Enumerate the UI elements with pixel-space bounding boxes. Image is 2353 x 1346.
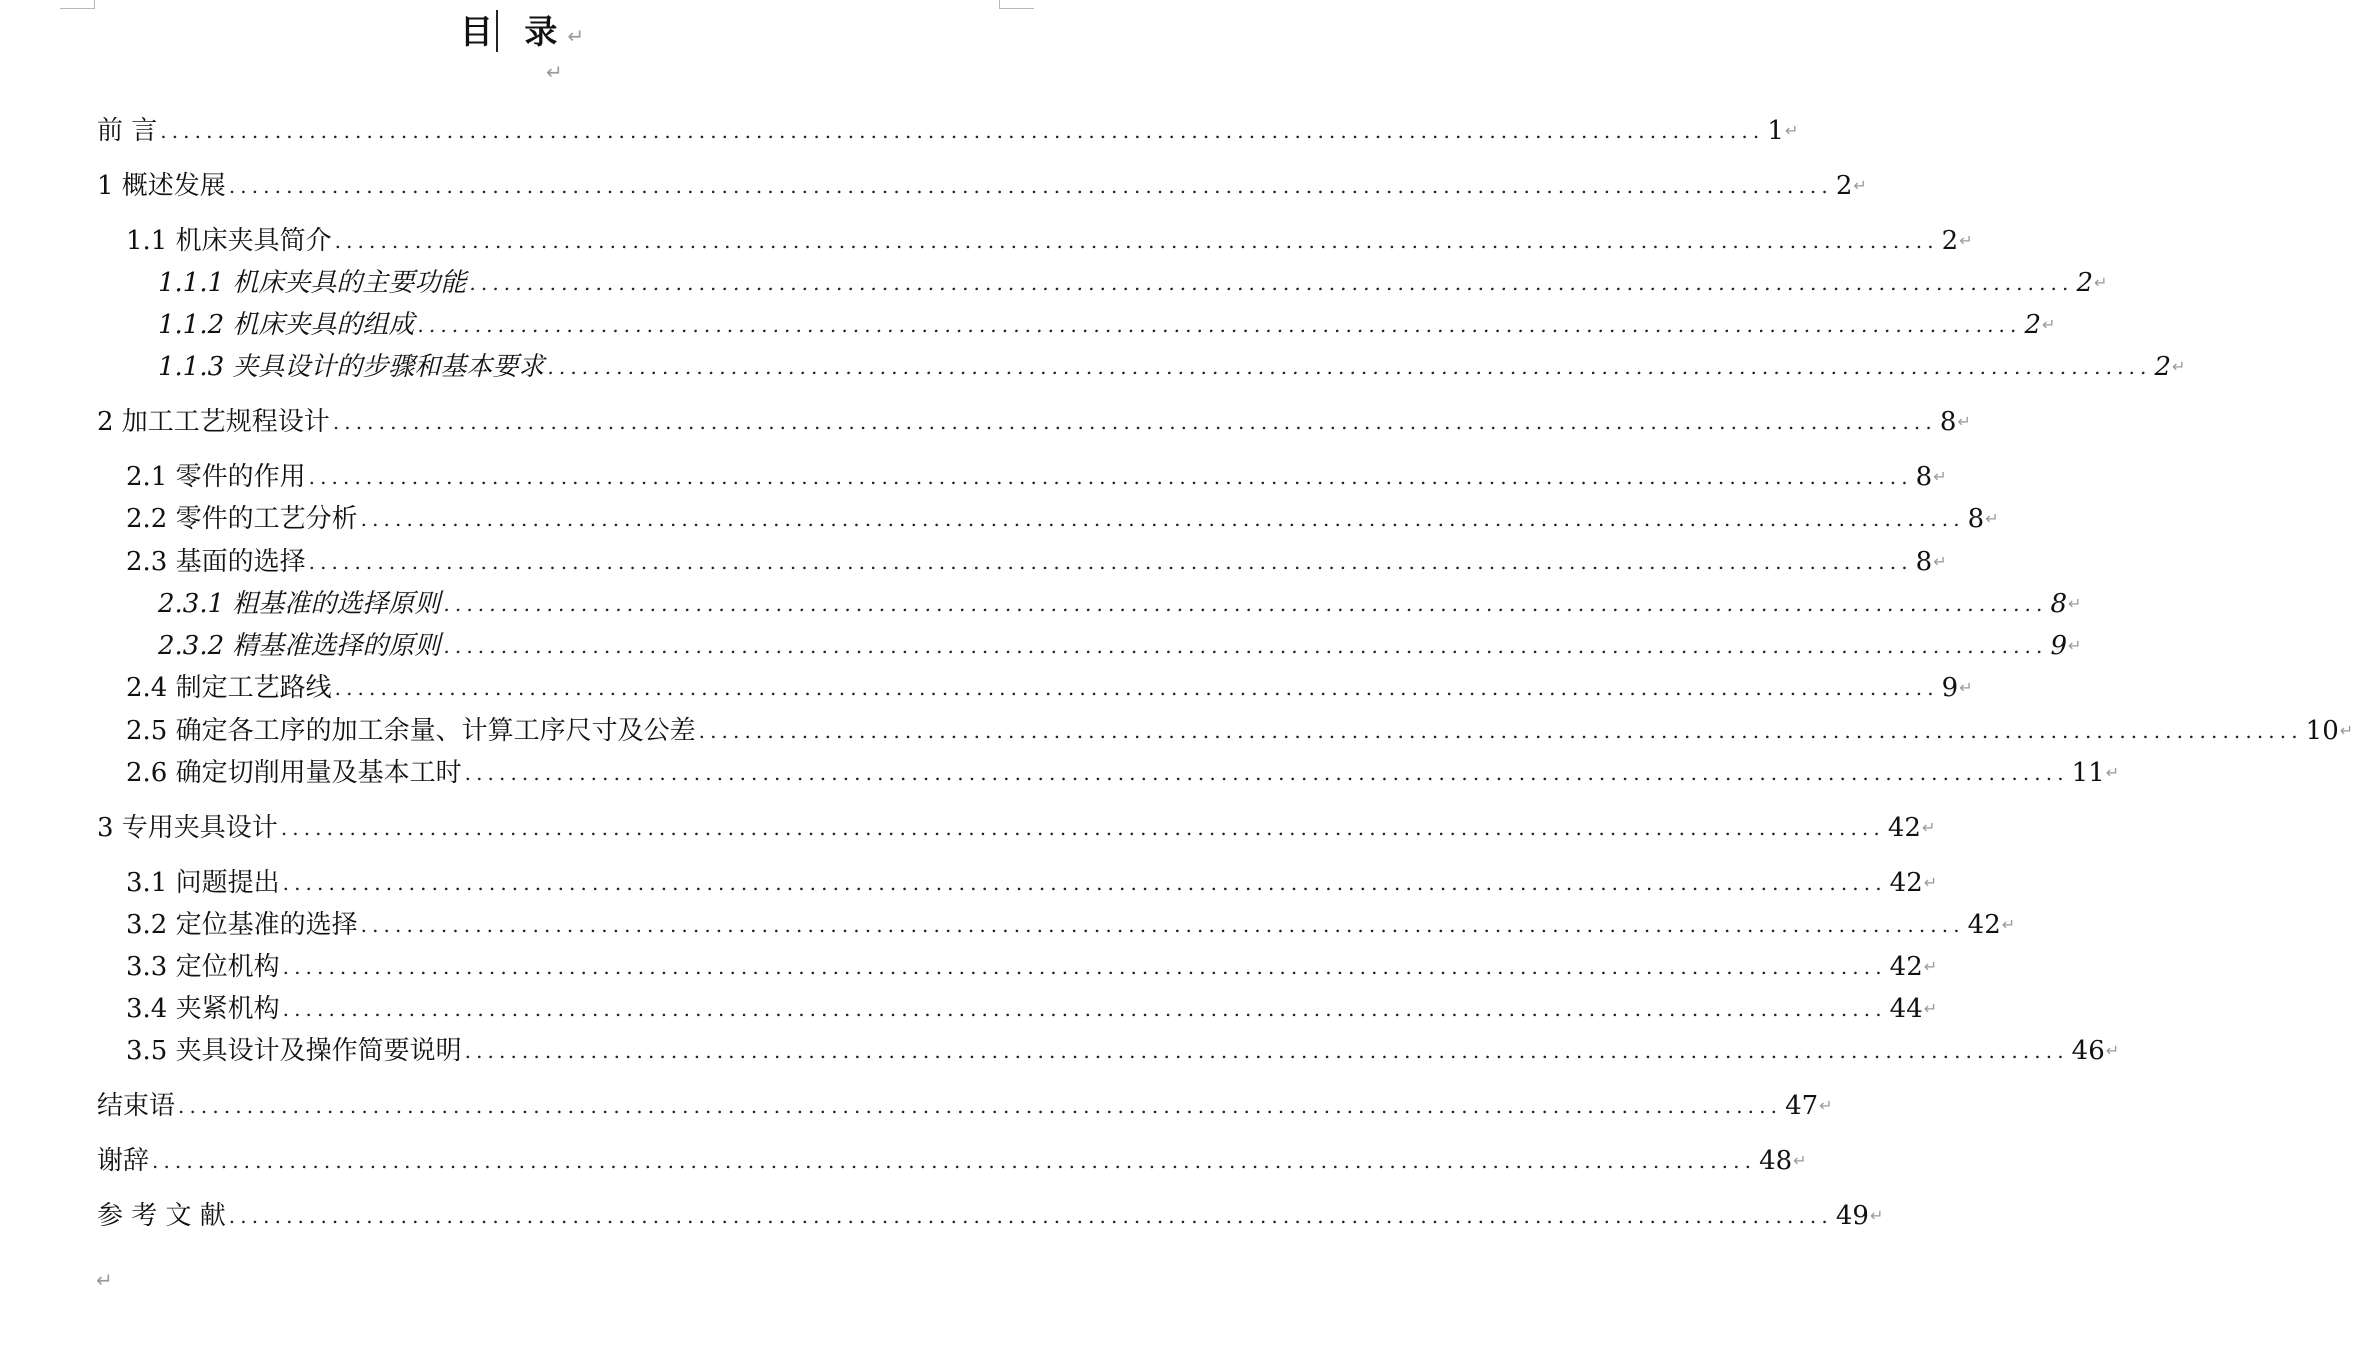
dot-leader: ............................................................................................................................................ xyxy=(160,119,1765,143)
toc-entry[interactable] xyxy=(158,268,2108,298)
toc-entry[interactable] xyxy=(97,1091,1833,1121)
dot-leader: ............................................................................................................................................ xyxy=(332,410,1937,434)
toc-entry[interactable] xyxy=(97,171,1867,201)
dot-leader: ............................................................................................................................................ xyxy=(152,1149,1757,1173)
toc-entry-title: 3.2 定位基准的选择 xyxy=(126,910,358,940)
paragraph-mark-icon: ↵ xyxy=(2339,721,2353,740)
paragraph-mark-icon: ↵ xyxy=(2094,273,2108,292)
toc-entry[interactable] xyxy=(97,1146,1807,1176)
toc-entry-page: 8 xyxy=(1915,462,1933,492)
paragraph-mark-icon: ↵ xyxy=(2172,357,2186,376)
paragraph-mark-icon: ↵ xyxy=(1793,1151,1807,1170)
toc-entry[interactable] xyxy=(126,1036,2120,1066)
toc-entry[interactable] xyxy=(97,1201,1884,1231)
dot-leader: ............................................................................................................................................ xyxy=(308,465,1913,489)
toc-entry[interactable] xyxy=(126,758,2120,788)
paragraph-mark-icon: ↵ xyxy=(567,24,585,48)
toc-entry[interactable] xyxy=(126,910,2016,940)
toc-entry-title: 1 概述发展 xyxy=(97,171,226,201)
dot-leader: ............................................................................................................................................ xyxy=(334,676,1939,700)
toc-entry-title: 1.1.3 夹具设计的步骤和基本要求 xyxy=(158,352,545,382)
toc-entry[interactable] xyxy=(158,631,2082,661)
dot-leader: ............................................................................................................................................ xyxy=(282,997,1887,1021)
toc-title[interactable] xyxy=(0,6,1044,62)
toc-entry[interactable] xyxy=(158,310,2056,340)
dot-leader: ............................................................................................................................................ xyxy=(464,1039,2069,1063)
dot-leader: ............................................................................................................................................ xyxy=(469,271,2074,295)
toc-entry-page: 8 xyxy=(1939,407,1957,437)
toc-entry[interactable] xyxy=(158,352,2186,382)
toc-entry-title: 3 专用夹具设计 xyxy=(97,813,278,843)
toc-entry-title: 参 考 文 献 xyxy=(97,1201,226,1231)
paragraph-mark-icon: ↵ xyxy=(1959,231,1973,250)
toc-entry[interactable] xyxy=(126,868,1938,898)
toc-entry-page: 8 xyxy=(2050,589,2068,619)
dot-leader: ............................................................................................................................................ xyxy=(698,719,2303,743)
toc-entry-page: 8 xyxy=(1967,504,1985,534)
toc-entry-page: 47 xyxy=(1785,1091,1819,1121)
toc-entry-page: 8 xyxy=(1915,547,1933,577)
toc-entry-title: 2.3 基面的选择 xyxy=(126,547,306,577)
paragraph-mark-icon: ↵ xyxy=(96,1268,113,1292)
paragraph-mark-icon: ↵ xyxy=(1933,552,1947,571)
toc-entry[interactable] xyxy=(126,673,1973,703)
toc-entry-page: 2 xyxy=(2024,310,2042,340)
toc-entry-title: 2.5 确定各工序的加工余量、计算工序尺寸及公差 xyxy=(126,716,696,746)
paragraph-mark-icon: ↵ xyxy=(1985,509,1999,528)
toc-entry[interactable] xyxy=(126,504,1999,534)
toc-entry-page: 2 xyxy=(1941,226,1959,256)
paragraph-mark-icon: ↵ xyxy=(2105,1041,2120,1060)
toc-entry[interactable] xyxy=(158,589,2082,619)
toc-entry-page: 10 xyxy=(2305,716,2339,746)
toc-entry[interactable] xyxy=(97,407,1971,437)
toc-entry-page: 11 xyxy=(2071,758,2105,788)
toc-entry-page: 9 xyxy=(2050,631,2068,661)
dot-leader: ............................................................................................................................................ xyxy=(360,913,1965,937)
toc-entry-title: 2 加工工艺规程设计 xyxy=(97,407,330,437)
paragraph-mark-icon: ↵ xyxy=(546,60,563,84)
toc-entry-page: 46 xyxy=(2071,1036,2105,1066)
toc-entry[interactable] xyxy=(126,462,1947,492)
toc-entry-title: 2.2 零件的工艺分析 xyxy=(126,504,358,534)
toc-entry-page: 42 xyxy=(1887,813,1921,843)
paragraph-mark-icon: ↵ xyxy=(1933,467,1947,486)
dot-leader: ............................................................................................................................................ xyxy=(228,1204,1833,1228)
toc-entry-page: 9 xyxy=(1941,673,1959,703)
toc-entry-title: 3.5 夹具设计及操作简要说明 xyxy=(126,1036,462,1066)
toc-entry-page: 42 xyxy=(1889,952,1923,982)
toc-entry-page: 1 xyxy=(1767,116,1784,146)
toc-entry-page: 2 xyxy=(2076,268,2094,298)
toc-entry-title: 3.3 定位机构 xyxy=(126,952,280,982)
dot-leader: ............................................................................................................................................ xyxy=(547,355,2152,379)
dot-leader: ............................................................................................................................................ xyxy=(443,634,2048,658)
toc-entry-title: 1.1.1 机床夹具的主要功能 xyxy=(158,268,467,298)
paragraph-mark-icon: ↵ xyxy=(1819,1096,1833,1115)
toc-entry[interactable] xyxy=(126,994,1938,1024)
toc-entry[interactable] xyxy=(126,547,1947,577)
dot-leader: ............................................................................................................................................ xyxy=(464,761,2069,785)
paragraph-mark-icon: ↵ xyxy=(2042,315,2056,334)
dot-leader: ............................................................................................................................................ xyxy=(282,955,1887,979)
dot-leader: ............................................................................................................................................ xyxy=(280,816,1885,840)
toc-entry-page: 44 xyxy=(1889,994,1923,1024)
toc-entry-page: 2 xyxy=(1835,171,1853,201)
paragraph-mark-icon: ↵ xyxy=(1957,412,1971,431)
paragraph-mark-icon: ↵ xyxy=(1959,678,1973,697)
toc-entry-title: 2.4 制定工艺路线 xyxy=(126,673,332,703)
toc-entry-page: 42 xyxy=(1967,910,2001,940)
toc-entry-page: 49 xyxy=(1835,1201,1869,1231)
toc-entry-title: 3.4 夹紧机构 xyxy=(126,994,280,1024)
toc-entry-title: 2.3.1 粗基准的选择原则 xyxy=(158,589,441,619)
dot-leader: ............................................................................................................................................ xyxy=(178,1094,1783,1118)
dot-leader: ............................................................................................................................................ xyxy=(308,550,1913,574)
toc-title-text: 目 录 xyxy=(459,12,568,51)
toc-entry-page: 2 xyxy=(2154,352,2172,382)
dot-leader: ............................................................................................................................................ xyxy=(334,229,1939,253)
paragraph-mark-icon: ↵ xyxy=(1923,873,1938,892)
paragraph-mark-icon: ↵ xyxy=(1921,818,1936,837)
paragraph-mark-icon: ↵ xyxy=(2068,636,2082,655)
toc-entry-title: 1.1 机床夹具简介 xyxy=(126,226,332,256)
paragraph-mark-icon: ↵ xyxy=(2068,594,2082,613)
toc-entry-title: 2.6 确定切削用量及基本工时 xyxy=(126,758,462,788)
toc-entry-page: 42 xyxy=(1889,868,1923,898)
dot-leader: ............................................................................................................................................ xyxy=(282,871,1887,895)
toc-entry-title: 2.1 零件的作用 xyxy=(126,462,306,492)
toc-entry[interactable] xyxy=(126,716,2353,746)
dot-leader: ............................................................................................................................................ xyxy=(417,313,2022,337)
paragraph-mark-icon: ↵ xyxy=(2105,763,2120,782)
toc-entry-title: 3.1 问题提出 xyxy=(126,868,280,898)
paragraph-mark-icon: ↵ xyxy=(1923,999,1938,1018)
toc-entry-title: 前 言 xyxy=(97,116,158,146)
dot-leader: ............................................................................................................................................ xyxy=(228,174,1833,198)
paragraph-mark-icon: ↵ xyxy=(1853,176,1867,195)
toc-entry[interactable] xyxy=(97,813,1936,843)
dot-leader: ............................................................................................................................................ xyxy=(360,507,1965,531)
paragraph-mark-icon: ↵ xyxy=(1869,1206,1884,1225)
toc-entry-page: 48 xyxy=(1759,1146,1793,1176)
paragraph-mark-icon: ↵ xyxy=(1923,957,1938,976)
toc-entry-title: 结束语 xyxy=(97,1091,176,1121)
paragraph-mark-icon: ↵ xyxy=(1784,121,1799,140)
toc-entry-title: 2.3.2 精基准选择的原则 xyxy=(158,631,441,661)
dot-leader: ............................................................................................................................................ xyxy=(443,592,2048,616)
toc-entry-title: 谢辞 xyxy=(97,1146,150,1176)
toc-entry-title: 1.1.2 机床夹具的组成 xyxy=(158,310,415,340)
toc-entry[interactable] xyxy=(126,952,1938,982)
toc-entry[interactable] xyxy=(97,116,1799,146)
toc-entry[interactable] xyxy=(126,226,1973,256)
paragraph-mark-icon: ↵ xyxy=(2001,915,2016,934)
